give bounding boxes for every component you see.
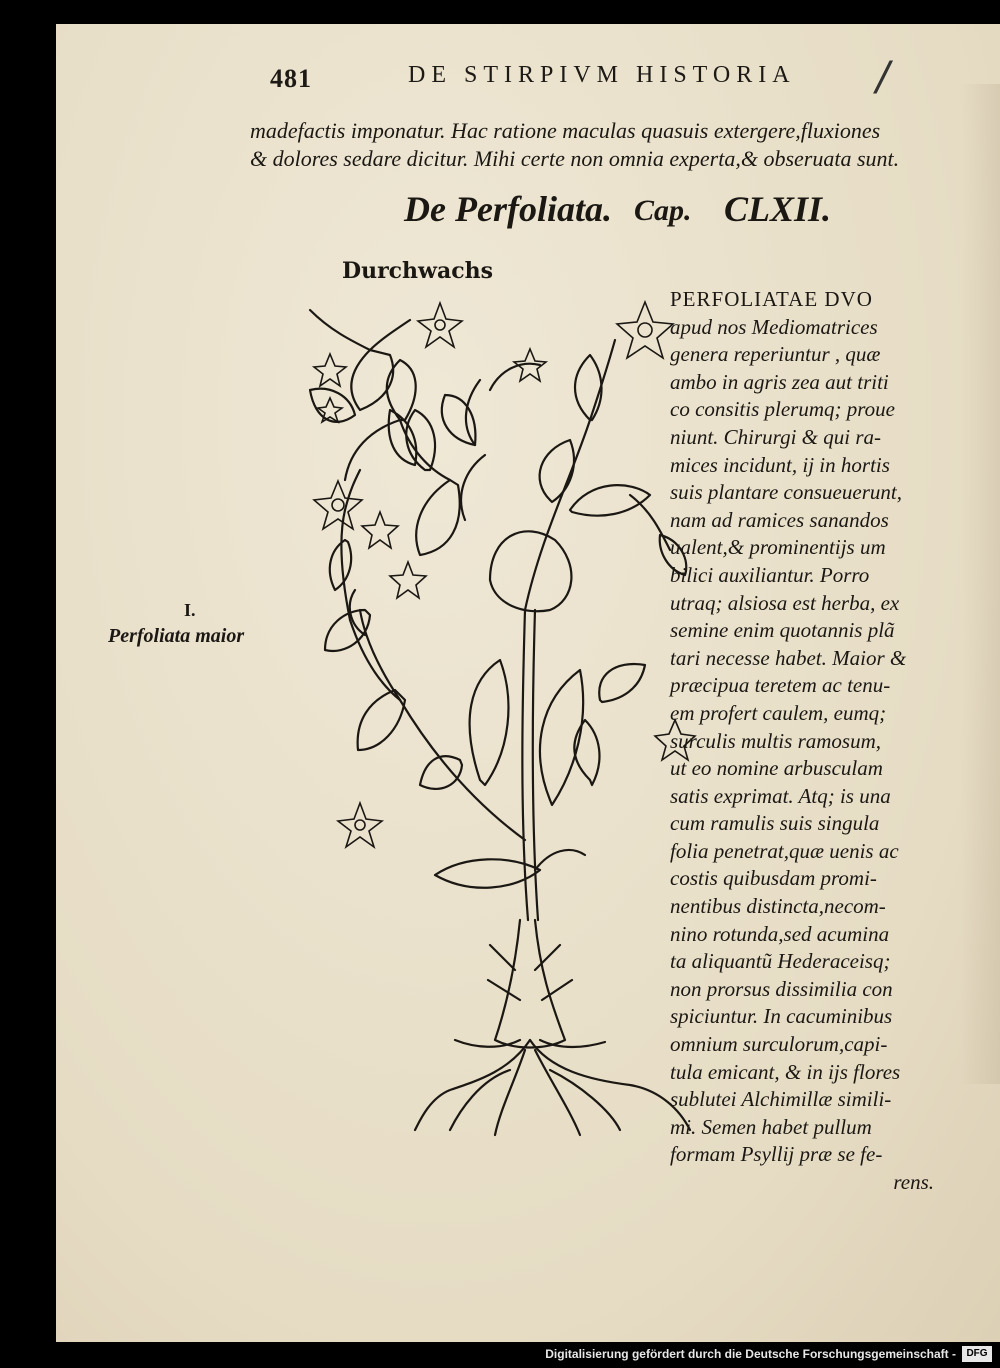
- chapter-cap: Cap.: [634, 194, 692, 227]
- body-line: costis quibusdam promi-: [670, 866, 877, 891]
- page-bleed-shadow: [960, 84, 1000, 1084]
- body-line: folia penetrat,quæ uenis ac: [670, 838, 899, 863]
- perfoliata-woodcut-illustration: [250, 280, 700, 1140]
- body-line: nino rotunda,sed acumina: [670, 921, 890, 946]
- intro-line-1: madefactis imponatur. Hac ratione maculas quasuis extergere,fluxiones: [250, 118, 881, 143]
- body-line: PERFOLIATAE DVO: [670, 287, 873, 311]
- body-line: mices incidunt, ij in hortis: [670, 452, 890, 477]
- body-line: nam ad ramices sanandos: [670, 507, 889, 532]
- body-line: niunt. Chirurgi & qui ra-: [670, 424, 881, 449]
- body-line: tari necesse habet. Maior &: [670, 645, 907, 670]
- body-line: nentibus distincta,necom-: [670, 894, 886, 919]
- page-number: 481: [270, 64, 312, 93]
- body-line: suis plantare consueuerunt,: [670, 480, 902, 505]
- body-line: genera reperiuntur , quæ: [670, 342, 881, 367]
- body-line: non prorsus dissimilia con: [670, 976, 893, 1001]
- body-line: bilici auxiliantur. Porro: [670, 562, 870, 587]
- body-line: ut eo nomine arbusculam: [670, 756, 883, 781]
- body-line: mi. Semen habet pullum: [670, 1114, 872, 1139]
- intro-line-2: & dolores sedare dicitur. Mihi certe non omnia experta,& obseruata sunt.: [250, 146, 900, 171]
- chapter-title: De Perfoliata.: [404, 189, 612, 229]
- body-line: cum ramulis suis singula: [670, 811, 880, 836]
- chapter-numeral: CLXII.: [724, 189, 832, 229]
- body-line: sublutei Alchimillæ simili-: [670, 1087, 892, 1112]
- body-line: semine enim quotannis plã: [670, 618, 895, 643]
- body-line: apud nos Mediomatrices: [670, 314, 878, 339]
- dfg-logo: DFG: [962, 1346, 992, 1362]
- body-line: tula emicant, & in ijs flores: [670, 1059, 901, 1084]
- running-title: DE STIRPIVM HISTORIA: [408, 62, 796, 88]
- footer-bar: [0, 1342, 1000, 1368]
- body-line: spiciuntur. In cacuminibus: [670, 1004, 893, 1029]
- body-line: co consitis plerumq; proue: [670, 397, 895, 422]
- pencil-mark: /: [876, 54, 890, 100]
- body-line: utraq; alsiosa est herba, ex: [670, 590, 900, 615]
- body-line: em profert caulem, eumq;: [670, 700, 887, 725]
- body-text-column: [670, 286, 940, 1197]
- body-line: satis exprimat. Atq; is una: [670, 783, 891, 808]
- body-line: surculis multis ramosum,: [670, 728, 881, 753]
- body-line: omnium surculorum,capi-: [670, 1032, 888, 1057]
- body-line: præcipua teretem ac tenu-: [670, 673, 891, 698]
- body-line: ambo in agris zea aut triti: [670, 369, 889, 394]
- figure-number: I.: [184, 600, 196, 620]
- body-line: rens.: [893, 1170, 934, 1194]
- body-line: formam Psyllij præ se fe-: [670, 1142, 883, 1167]
- footer-credit-text: Digitalisierung gefördert durch die Deutsche Forschungsgemeinschaft -: [545, 1347, 956, 1361]
- german-plant-name: Durchwachs: [342, 258, 494, 284]
- body-line: ualent,& prominentijs um: [670, 535, 886, 560]
- body-line: ta aliquantũ Hederaceisq;: [670, 949, 891, 974]
- figure-caption: Perfoliata maior: [108, 625, 245, 647]
